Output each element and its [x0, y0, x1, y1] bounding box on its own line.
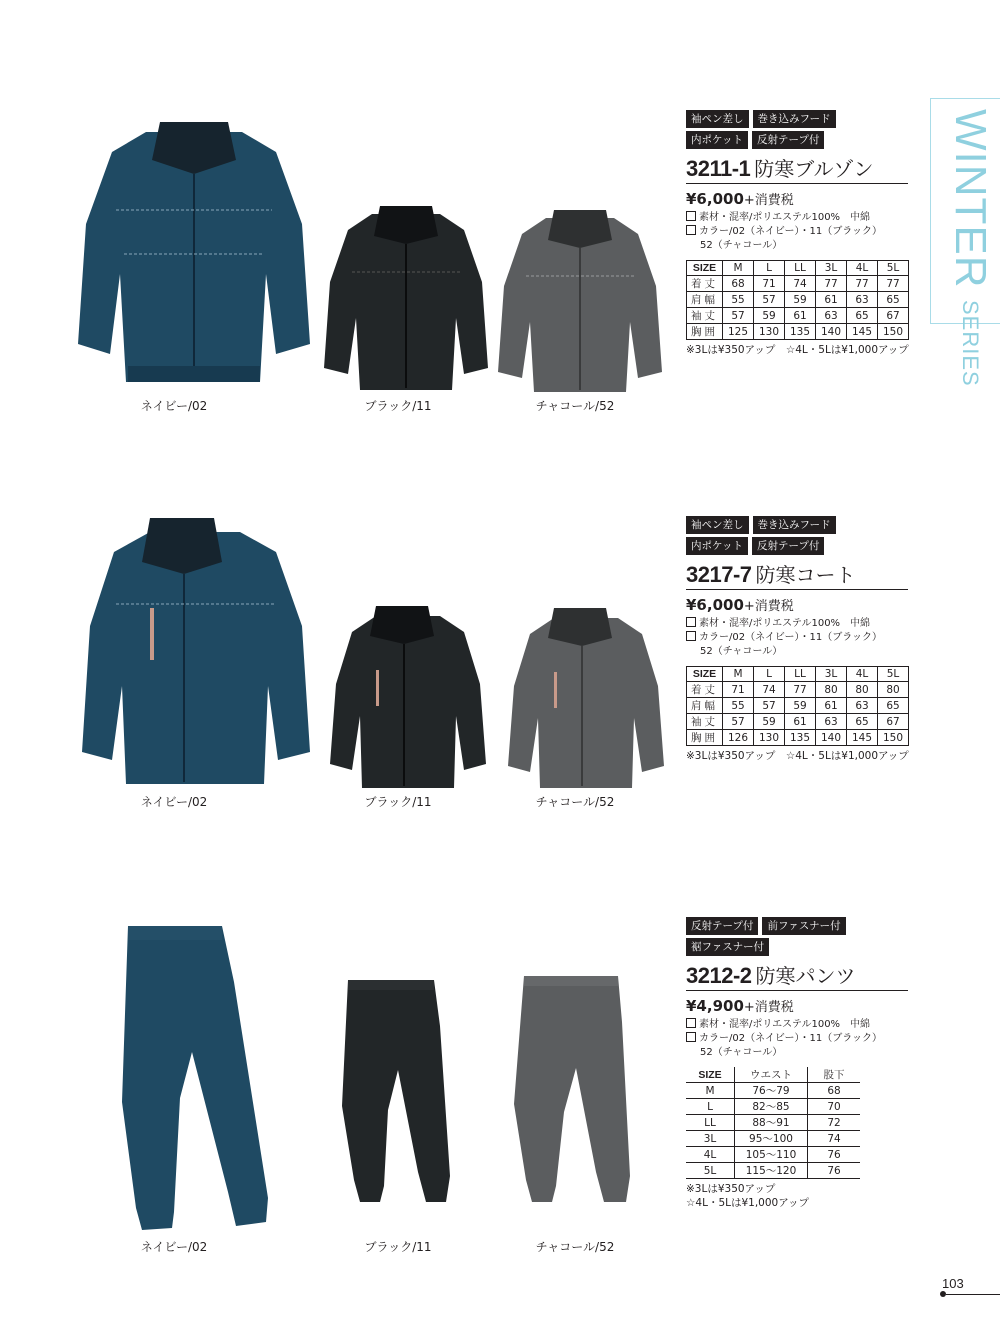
product-name: 防寒コート: [755, 563, 856, 587]
table-row: [687, 682, 909, 698]
size-header: L: [754, 261, 785, 276]
product-code: 3212-2: [686, 963, 752, 988]
row-label: 肩幅: [687, 292, 723, 308]
cell: 76〜79: [735, 1083, 808, 1099]
caption-charcoal: チャコール/52: [535, 1240, 615, 1254]
cell: 145: [847, 324, 878, 340]
cell: 130: [754, 324, 785, 340]
cell: 59: [785, 698, 816, 714]
caption-navy: ネイビー/02: [140, 399, 208, 413]
product-info-3217-7: [686, 516, 916, 763]
pants-image-charcoal: [510, 972, 634, 1204]
spec-color-cont: 52（チャコール）: [700, 240, 783, 251]
caption-black: ブラック/11: [364, 795, 432, 809]
size-header: SIZE: [687, 667, 723, 682]
cell: 4L: [686, 1147, 735, 1163]
jacket-image-charcoal: [496, 206, 664, 394]
coat-image-navy: [80, 516, 312, 786]
product-name: 防寒パンツ: [755, 964, 856, 988]
feature-tag: 袖ペン差し: [686, 516, 749, 534]
cell: 61: [816, 698, 847, 714]
cell: 80: [878, 682, 909, 698]
feature-tag: 内ポケット: [686, 131, 748, 149]
cell: 140: [816, 324, 847, 340]
table-row: [687, 714, 909, 730]
cell: 135: [785, 324, 816, 340]
cell: 74: [808, 1131, 861, 1147]
checkbox-icon: [686, 631, 696, 641]
series-label: [930, 98, 1000, 387]
cell: 150: [878, 324, 909, 340]
checkbox-icon: [686, 1032, 696, 1042]
cell: 74: [754, 682, 785, 698]
product-title: [686, 559, 908, 590]
waist-header: ウエスト: [735, 1067, 808, 1083]
product-name: 防寒ブルゾン: [754, 157, 874, 181]
cell: 59: [785, 292, 816, 308]
table-row: [687, 730, 909, 746]
feature-tag: 内ポケット: [686, 537, 748, 555]
cell: 77: [878, 276, 909, 292]
cell: 63: [816, 714, 847, 730]
price-note: ※3Lは¥350アップ ☆4L・5Lは¥1,000アップ: [686, 750, 909, 762]
pants-image-black: [340, 976, 452, 1204]
size-table: [686, 260, 909, 340]
table-row: [687, 324, 909, 340]
product-code: 3211-1: [686, 156, 751, 181]
cell: 77: [847, 276, 878, 292]
size-table: [686, 1067, 860, 1179]
size-header: SIZE: [686, 1067, 735, 1083]
size-header: LL: [785, 261, 816, 276]
spec-list: [686, 617, 916, 659]
cell: 68: [723, 276, 754, 292]
table-row: [686, 1115, 860, 1131]
cell: 150: [878, 730, 909, 746]
cell: 140: [816, 730, 847, 746]
jacket-image-black: [322, 202, 490, 392]
feature-tag: 反射テープ付: [752, 131, 824, 149]
cell: 145: [847, 730, 878, 746]
cell: 3L: [686, 1131, 735, 1147]
checkbox-icon: [686, 617, 696, 627]
product-price: [686, 189, 916, 208]
cell: 59: [754, 308, 785, 324]
cell: 125: [723, 324, 754, 340]
cell: 67: [878, 714, 909, 730]
cell: 77: [785, 682, 816, 698]
caption-black: ブラック/11: [364, 1240, 432, 1254]
coat-image-charcoal: [506, 606, 666, 790]
jacket-image-navy: [76, 114, 312, 386]
feature-tag: 前ファスナー付: [762, 917, 845, 935]
price-note: ※3Lは¥350アップ ☆4L・5Lは¥1,000アップ: [686, 344, 909, 356]
size-header: SIZE: [687, 261, 723, 276]
table-row: [687, 292, 909, 308]
checkbox-icon: [686, 225, 696, 235]
pants-image-navy: [118, 922, 272, 1230]
cell: 63: [847, 698, 878, 714]
cell: 57: [723, 714, 754, 730]
cell: 88〜91: [735, 1115, 808, 1131]
price-tax: +消費税: [743, 193, 794, 208]
price-value: ¥6,000: [686, 190, 744, 208]
feature-tag: 反射テープ付: [686, 917, 758, 935]
feature-tag: 裾ファスナー付: [686, 938, 769, 956]
price-value: ¥4,900: [686, 997, 744, 1015]
feature-tag: 巻き込みフード: [753, 110, 836, 128]
cell: 63: [847, 292, 878, 308]
size-header: 3L: [816, 667, 847, 682]
product-info-3212-2: [686, 917, 916, 1210]
spec-color: カラー/02（ネイビー）・11（ブラック）: [699, 632, 883, 643]
product-title: [686, 960, 908, 991]
cell: 82〜85: [735, 1099, 808, 1115]
size-header: 3L: [816, 261, 847, 276]
cell: 70: [808, 1099, 861, 1115]
product-price: [686, 996, 916, 1015]
cell: 76: [808, 1147, 861, 1163]
table-row: [686, 1099, 860, 1115]
cell: 61: [785, 714, 816, 730]
coat-image-black: [328, 604, 488, 790]
cell: 80: [847, 682, 878, 698]
table-row: [686, 1163, 860, 1179]
cell: L: [686, 1099, 735, 1115]
cell: 105〜110: [735, 1147, 808, 1163]
table-row: [687, 308, 909, 324]
cell: 77: [816, 276, 847, 292]
cell: 65: [847, 308, 878, 324]
cell: 71: [723, 682, 754, 698]
price-note-4l5l: ☆4L・5Lは¥1,000アップ: [686, 1197, 809, 1209]
row-label: 着丈: [687, 276, 723, 292]
table-row: [687, 698, 909, 714]
spec-material: 素材・混率/ポリエステル100% 中綿: [699, 212, 871, 223]
cell: 65: [878, 698, 909, 714]
inseam-header: 股下: [808, 1067, 861, 1083]
cell: 71: [754, 276, 785, 292]
cell: 57: [754, 698, 785, 714]
cell: 61: [816, 292, 847, 308]
checkbox-icon: [686, 1018, 696, 1028]
size-header: 4L: [847, 667, 878, 682]
price-note: [686, 1182, 916, 1210]
cell: 130: [754, 730, 785, 746]
cell: 55: [723, 698, 754, 714]
spec-color: カラー/02（ネイビー）・11（ブラック）: [699, 226, 883, 237]
page-marker-line: [946, 1294, 1000, 1295]
spec-color-cont: 52（チャコール）: [700, 1047, 783, 1058]
caption-charcoal: チャコール/52: [535, 399, 615, 413]
cell: 115〜120: [735, 1163, 808, 1179]
cell: 65: [878, 292, 909, 308]
row-label: 袖丈: [687, 714, 723, 730]
size-header: 5L: [878, 667, 909, 682]
row-label: 胸囲: [687, 730, 723, 746]
cell: M: [686, 1083, 735, 1099]
spec-material: 素材・混率/ポリエステル100% 中綿: [699, 618, 871, 629]
cell: 95〜100: [735, 1131, 808, 1147]
product-title: [686, 153, 908, 184]
table-row: [686, 1083, 860, 1099]
cell: 80: [816, 682, 847, 698]
cell: 5L: [686, 1163, 735, 1179]
caption-navy: ネイビー/02: [140, 795, 208, 809]
size-header: 4L: [847, 261, 878, 276]
row-label: 胸囲: [687, 324, 723, 340]
product-info-3211-1: [686, 110, 916, 357]
cell: LL: [686, 1115, 735, 1131]
cell: 74: [785, 276, 816, 292]
spec-material: 素材・混率/ポリエステル100% 中綿: [699, 1019, 871, 1030]
price-note-3l: ※3Lは¥350アップ: [686, 1183, 776, 1195]
feature-tags: [686, 917, 866, 956]
page-number: 103: [942, 1276, 964, 1291]
spec-list: [686, 211, 916, 253]
size-header: M: [723, 261, 754, 276]
size-header: LL: [785, 667, 816, 682]
price-tax: +消費税: [743, 1000, 794, 1015]
caption-navy: ネイビー/02: [140, 1240, 208, 1254]
price-value: ¥6,000: [686, 596, 744, 614]
price-tax: +消費税: [743, 599, 794, 614]
cell: 126: [723, 730, 754, 746]
cell: 61: [785, 308, 816, 324]
product-code: 3217-7: [686, 562, 752, 587]
cell: 67: [878, 308, 909, 324]
cell: 55: [723, 292, 754, 308]
row-label: 着丈: [687, 682, 723, 698]
feature-tags: [686, 110, 846, 149]
caption-black: ブラック/11: [364, 399, 432, 413]
cell: 65: [847, 714, 878, 730]
cell: 68: [808, 1083, 861, 1099]
checkbox-icon: [686, 211, 696, 221]
size-table: [686, 666, 909, 746]
feature-tag: 袖ペン差し: [686, 110, 749, 128]
cell: 57: [723, 308, 754, 324]
size-header: M: [723, 667, 754, 682]
series-sub: SERIES: [958, 299, 983, 387]
size-header: L: [754, 667, 785, 682]
row-label: 肩幅: [687, 698, 723, 714]
cell: 135: [785, 730, 816, 746]
table-row: [686, 1147, 860, 1163]
size-header: 5L: [878, 261, 909, 276]
spec-color-cont: 52（チャコール）: [700, 646, 783, 657]
row-label: 袖丈: [687, 308, 723, 324]
cell: 63: [816, 308, 847, 324]
table-row: [686, 1131, 860, 1147]
cell: 72: [808, 1115, 861, 1131]
cell: 59: [754, 714, 785, 730]
feature-tags: [686, 516, 846, 555]
caption-charcoal: チャコール/52: [535, 795, 615, 809]
spec-list: [686, 1018, 916, 1060]
feature-tag: 反射テープ付: [752, 537, 824, 555]
feature-tag: 巻き込みフード: [753, 516, 836, 534]
cell: 76: [808, 1163, 861, 1179]
spec-color: カラー/02（ネイビー）・11（ブラック）: [699, 1033, 883, 1044]
cell: 57: [754, 292, 785, 308]
series-main: WINTER: [946, 109, 995, 289]
table-row: [687, 276, 909, 292]
product-price: [686, 595, 916, 614]
